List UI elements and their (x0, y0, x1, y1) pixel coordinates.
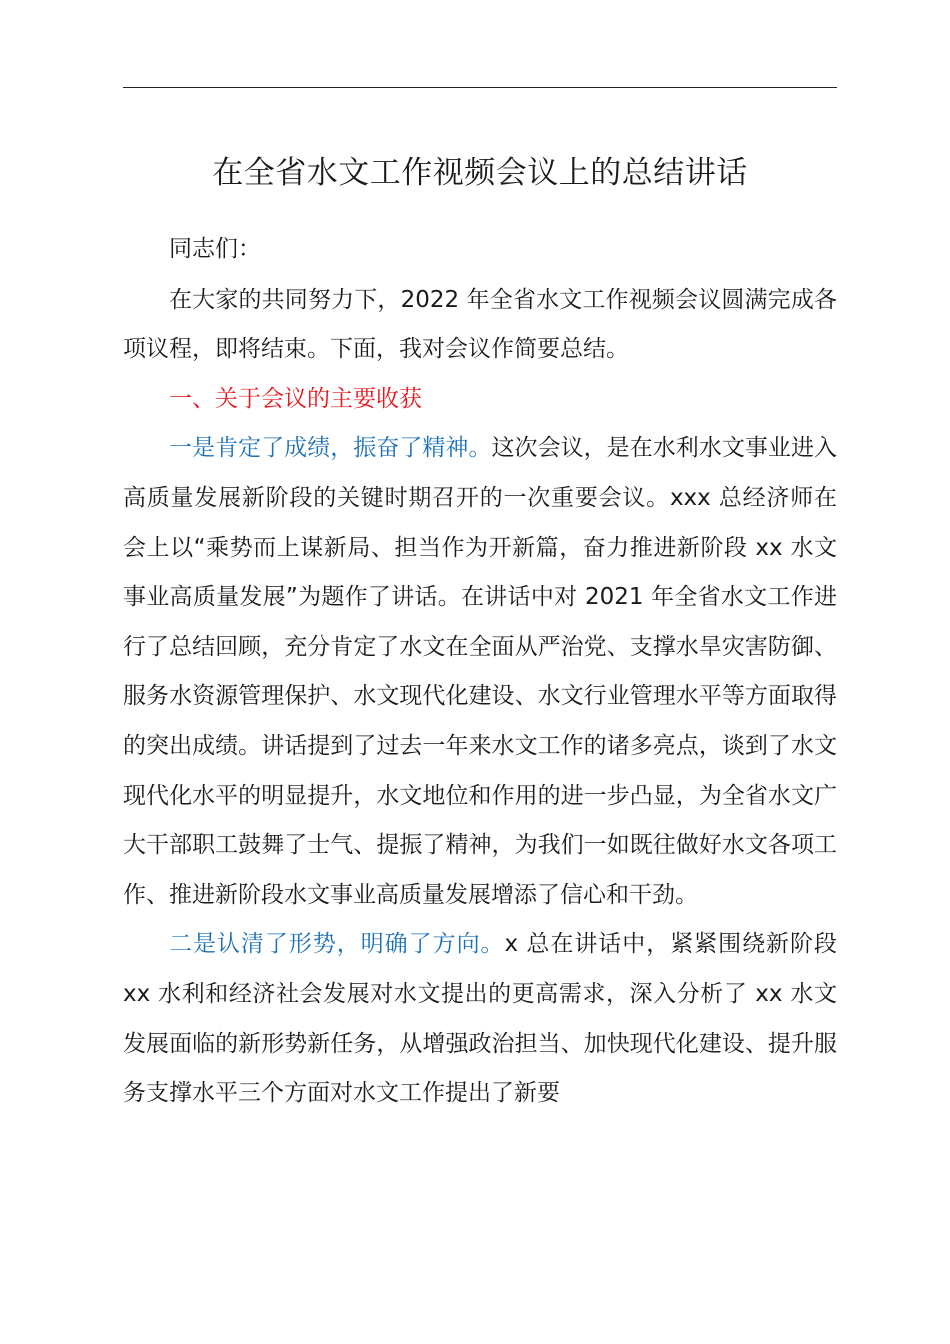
point-1-lead: 一是肯定了成绩，振奋了精神。 (169, 435, 492, 462)
section-heading-1-text: 一、关于会议的主要收获 (169, 385, 422, 412)
document-title: 在全省水文工作视频会议上的总结讲话 (212, 155, 748, 191)
point-2-lead: 二是认清了形势，明确了方向。 (169, 931, 505, 958)
document-body (123, 225, 837, 1119)
point-paragraph-2 (123, 920, 837, 1118)
point-paragraph-1 (123, 424, 837, 920)
point-2-text: x 总在讲话中，紧紧围绕新阶段 xx 水利和经济社会发展对水文提出的更高需求，深入分析了 xx 水文发展面临的新形势新任务，从增强政治担当、加快现代化建设、提升服务支撑水平三个方面对水文工作提出了新要 (123, 931, 837, 1107)
section-heading-1 (123, 375, 837, 425)
intro-paragraph: 在大家的共同努力下，2022 年全省水文工作视频会议圆满完成各项议程，即将结束。下面，我对会议作简要总结。 (123, 286, 837, 363)
salutation: 同志们： (169, 236, 261, 262)
header-rule (123, 87, 837, 88)
point-1-text: 这次会议，是在水利水文事业进入高质量发展新阶段的关键时期召开的一次重要会议。xxx 总经济师在会上以“乘势而上谋新局、担当作为开新篇，奋力推进新阶段 xx 水文事业高质量发展”为题作了讲话。在讲话中对 2021 年全省水文工作进行了总结回顾，充分肯定了水文在全面从严治党、支撑水旱灾害防御、服务水资源管理保护、水文现代化建设、水文行业管理水平等方面取得的突出成绩。讲话提到了过去一年来水文工作的诸多亮点，谈到了水文现代化水平的明显提升，水文地位和作用的进一步凸显，为全省水文广大干部职工鼓舞了士气、提振了精神，为我们一如既往做好水文各项工作、推进新阶段水文事业高质量发展增添了信心和干劲。 (123, 435, 838, 908)
